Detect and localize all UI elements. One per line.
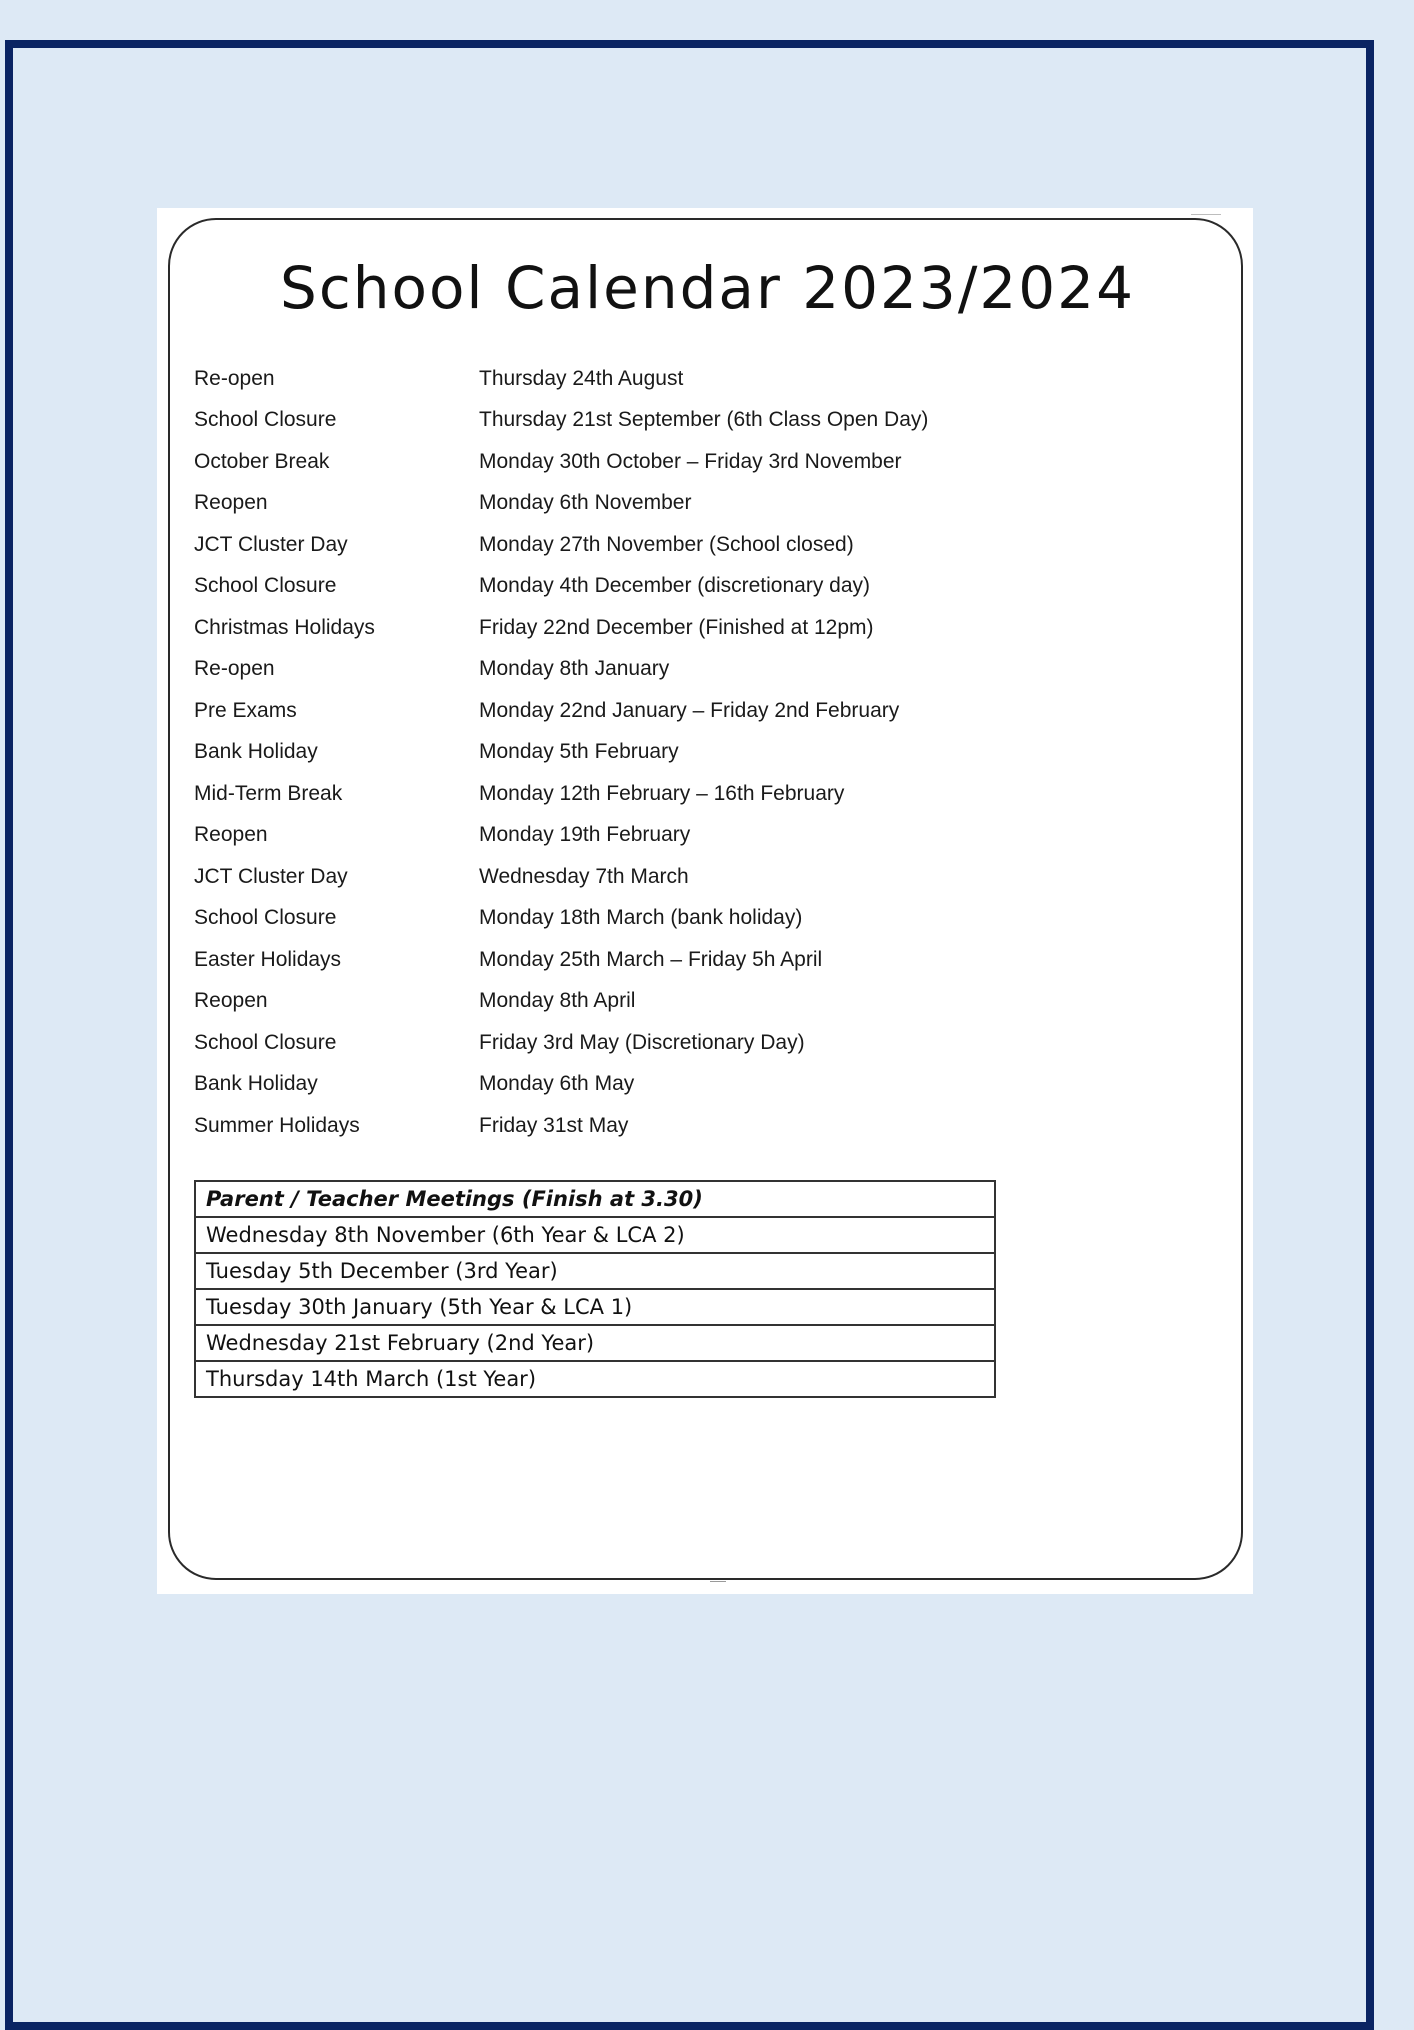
event-label: Re-open (194, 657, 275, 681)
event-date: Thursday 24th August (479, 366, 684, 390)
event-row (194, 566, 1214, 608)
event-row (194, 524, 1214, 566)
event-date: Monday 5th February (479, 740, 679, 764)
event-date: Thursday 21st September (6th Class Open Day) (479, 408, 929, 432)
event-row (194, 1105, 1214, 1147)
event-date: Friday 22nd December (Finished at 12pm) (479, 615, 874, 639)
event-label: Reopen (194, 491, 268, 515)
event-date: Monday 30th October – Friday 3rd November (479, 449, 902, 473)
event-date: Monday 25th March – Friday 5h April (479, 947, 823, 971)
table-row (195, 1217, 995, 1253)
event-label: Summer Holidays (194, 1113, 360, 1137)
table-header-row (195, 1181, 995, 1217)
event-row (194, 483, 1214, 525)
event-label: JCT Cluster Day (194, 864, 348, 888)
event-row (194, 441, 1214, 483)
event-date: Monday 19th February (479, 823, 691, 847)
event-row (194, 607, 1214, 649)
event-label: School Closure (194, 408, 337, 432)
event-row (194, 358, 1214, 400)
event-row (194, 898, 1214, 940)
event-row (194, 1022, 1214, 1064)
event-date: Monday 12th February – 16th February (479, 781, 845, 805)
meeting-cell: Tuesday 30th January (5th Year & LCA 1) (195, 1289, 995, 1325)
event-list (194, 358, 1214, 1147)
event-row (194, 856, 1214, 898)
scan-corner-mark (1191, 208, 1221, 215)
calendar-title: School Calendar 2023/2024 (280, 254, 1135, 322)
event-row (194, 981, 1214, 1023)
event-date: Friday 3rd May (Discretionary Day) (479, 1030, 805, 1054)
event-label: Mid-Term Break (194, 781, 343, 805)
event-date: Monday 4th December (discretionary day) (479, 574, 871, 598)
event-label: October Break (194, 449, 330, 473)
table-row (195, 1253, 995, 1289)
event-date: Wednesday 7th March (479, 864, 689, 888)
event-label: Easter Holidays (194, 947, 342, 971)
event-row (194, 773, 1214, 815)
event-row (194, 690, 1214, 732)
event-row (194, 400, 1214, 442)
event-label: Reopen (194, 989, 268, 1013)
event-label: JCT Cluster Day (194, 532, 348, 556)
event-label: Re-open (194, 366, 275, 390)
event-row (194, 815, 1214, 857)
event-date: Monday 8th January (479, 657, 670, 681)
event-date: Monday 6th May (479, 1072, 635, 1096)
event-label: School Closure (194, 906, 337, 930)
event-date: Monday 22nd January – Friday 2nd February (479, 698, 900, 722)
event-row (194, 649, 1214, 691)
event-row (194, 939, 1214, 981)
meeting-cell: Wednesday 8th November (6th Year & LCA 2) (195, 1217, 995, 1253)
table-row (195, 1361, 995, 1397)
meeting-cell: Wednesday 21st February (2nd Year) (195, 1325, 995, 1361)
event-date: Monday 6th November (479, 491, 692, 515)
event-date: Friday 31st May (479, 1113, 629, 1137)
event-label: Bank Holiday (194, 1072, 318, 1096)
event-label: School Closure (194, 1030, 337, 1054)
event-label: School Closure (194, 574, 337, 598)
event-label: Christmas Holidays (194, 615, 375, 639)
calendar-card (168, 218, 1243, 1580)
event-label: Bank Holiday (194, 740, 318, 764)
event-date: Monday 8th April (479, 989, 636, 1013)
event-date: Monday 27th November (School closed) (479, 532, 854, 556)
meetings-header: Parent / Teacher Meetings (Finish at 3.30) (195, 1181, 995, 1217)
event-date: Monday 18th March (bank holiday) (479, 906, 803, 930)
parent-teacher-meetings-table (194, 1180, 996, 1398)
table-row (195, 1289, 995, 1325)
event-row (194, 732, 1214, 774)
meeting-cell: Thursday 14th March (1st Year) (195, 1361, 995, 1397)
event-label: Reopen (194, 823, 268, 847)
table-row (195, 1325, 995, 1361)
outer-frame (5, 40, 1374, 2030)
page-number-mark (710, 1581, 726, 1586)
calendar-document-image (157, 208, 1253, 1594)
event-row (194, 1064, 1214, 1106)
event-label: Pre Exams (194, 698, 297, 722)
meeting-cell: Tuesday 5th December (3rd Year) (195, 1253, 995, 1289)
